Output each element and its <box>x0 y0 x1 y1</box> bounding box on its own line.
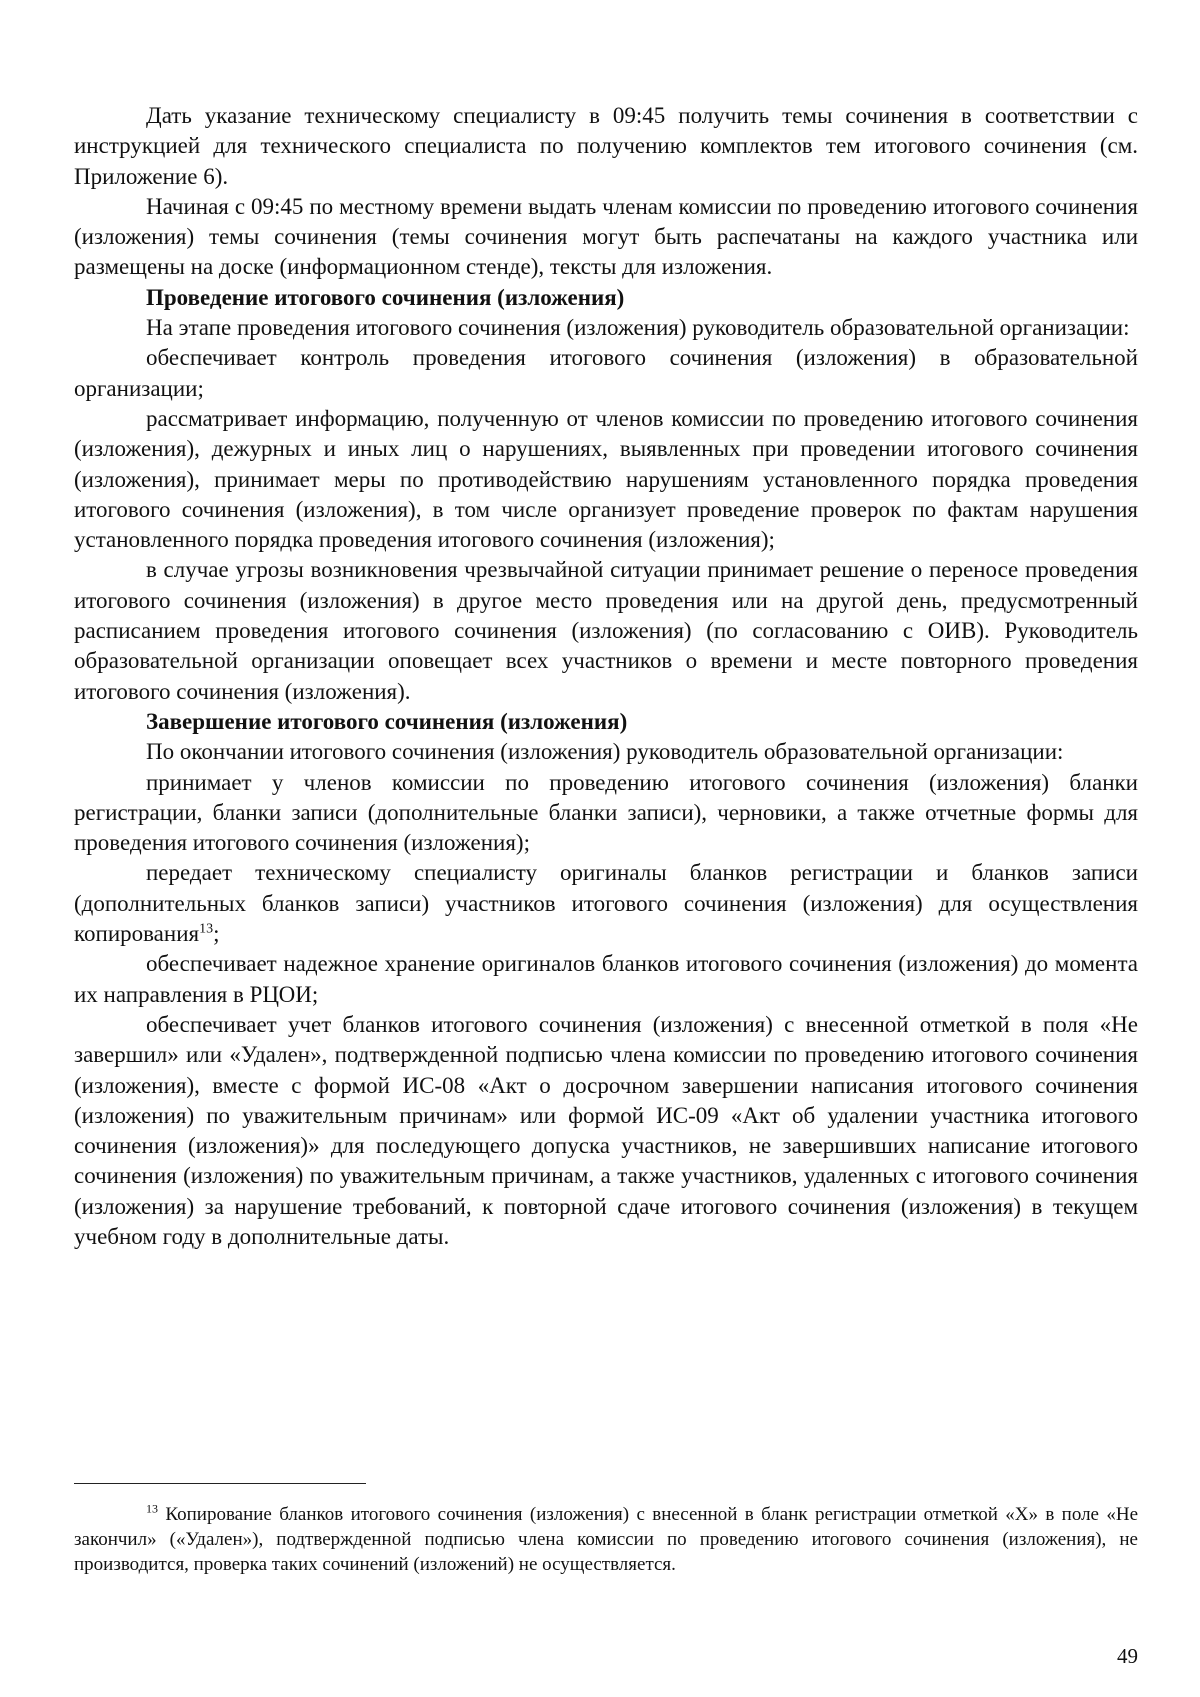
paragraph-transfers-originals <box>74 858 1138 949</box>
footnote-mark: 13 <box>146 1501 158 1516</box>
footnote <box>74 1502 1138 1577</box>
section-heading-completion: Завершение итогового сочинения (изложения) <box>146 708 628 734</box>
paragraph-completion-intro: По окончании итогового сочинения (изложения) руководитель образовательной организации: <box>146 739 1064 765</box>
paragraph-emergency-decision: в случае угрозы возникновения чрезвычайной ситуации принимает решение о переносе проведения итогового сочинения (изложения) в другое место проведения или на другой день, предусмотренный расписанием проведения итогового сочинения (изложения) (по согласованию с ОИВ). Руководитель образовательной организации оповещает всех участников о времени и месте повторного проведения итогового сочинения (изложения). <box>74 557 1138 704</box>
footnote-separator <box>74 1483 366 1484</box>
section-heading-conduct: Проведение итогового сочинения (изложения) <box>146 284 625 310</box>
paragraph-reviews-information: рассматривает информацию, полученную от членов комиссии по проведению итогового сочинения (изложения), дежурных и иных лиц о нарушениях, выявленных при проведении итогового сочинения (изложения), принимает меры по противодействию нарушениям установленного порядка проведения итогового сочинения (изложения), в том числе организует проведение проверок по фактам нарушения установленного порядка проведения итогового сочинения (изложения); <box>74 405 1138 553</box>
footnote-text: Копирование бланков итогового сочинения (изложения) с внесенной в бланк регистрации отметкой «Х» в поле «Не закончил» («Удален»), подтвержденной подписью члена комиссии по проведению итогового сочинения (изложения), не производится, проверка таких сочинений (изложений) не осуществляется. <box>74 1504 1139 1575</box>
paragraph-conduct-intro: На этапе проведения итогового сочинения (изложения) руководитель образовательной организации: <box>146 315 1130 341</box>
paragraph-accepts-forms: принимает у членов комиссии по проведению итогового сочинения (изложения) бланки регистрации, бланки записи (дополнительные бланки записи), черновики, а также отчетные формы для проведения итогового сочинения (изложения); <box>74 769 1138 856</box>
footnote-reference: 13 <box>199 921 214 937</box>
footnote-paragraph <box>74 1502 1138 1577</box>
paragraph-issue-topics: Начиная с 09:45 по местному времени выдать членам комиссии по проведению итогового сочинения (изложения) темы сочинения (темы сочинения могут быть распечатаны на каждого участника или размещены на доске (информационном стенде), тексты для изложения. <box>74 193 1138 280</box>
page-number: 49 <box>1117 1644 1138 1668</box>
paragraph-forms-accounting: обеспечивает учет бланков итогового сочинения (изложения) с внесенной отметкой в поля «Не завершил» или «Удален», подтвержденной подписью члена комиссии по проведению итогового сочинения (изложения), вместе с формой ИС-08 «Акт о досрочном завершении написания итогового сочинения (изложения) по уважительным причинам» или формой ИС-09 «Акт об удалении участника итогового сочинения (изложения)» для последующего допуска участников, не завершивших написание итогового сочинения (изложения) по уважительным причинам, а также участников, удаленных с итогового сочинения (изложения) за нарушение требований, к повторной сдаче итогового сочинения (изложения) в текущем учебном году в дополнительные даты. <box>74 1011 1138 1249</box>
paragraph-instruction-specialist: Дать указание техническому специалисту в 09:45 получить темы сочинения в соответствии с инструкцией для технического специалиста по получению комплектов тем итогового сочинения (см. Приложение 6). <box>74 103 1138 189</box>
paragraph-transfers-originals-end: ; <box>213 921 220 947</box>
paragraph-ensures-control: обеспечивает контроль проведения итогового сочинения (изложения) в образовательной организации; <box>74 345 1138 401</box>
paragraph-secure-storage: обеспечивает надежное хранение оригиналов бланков итогового сочинения (изложения) до момента их направления в РЦОИ; <box>74 951 1138 1007</box>
document-body <box>74 101 1138 1252</box>
paragraph-transfers-originals-text: передает техническому специалисту оригиналы бланков регистрации и бланков записи (дополнительных бланков записи) участников итогового сочинения (изложения) для осуществления копирования <box>74 860 1138 947</box>
